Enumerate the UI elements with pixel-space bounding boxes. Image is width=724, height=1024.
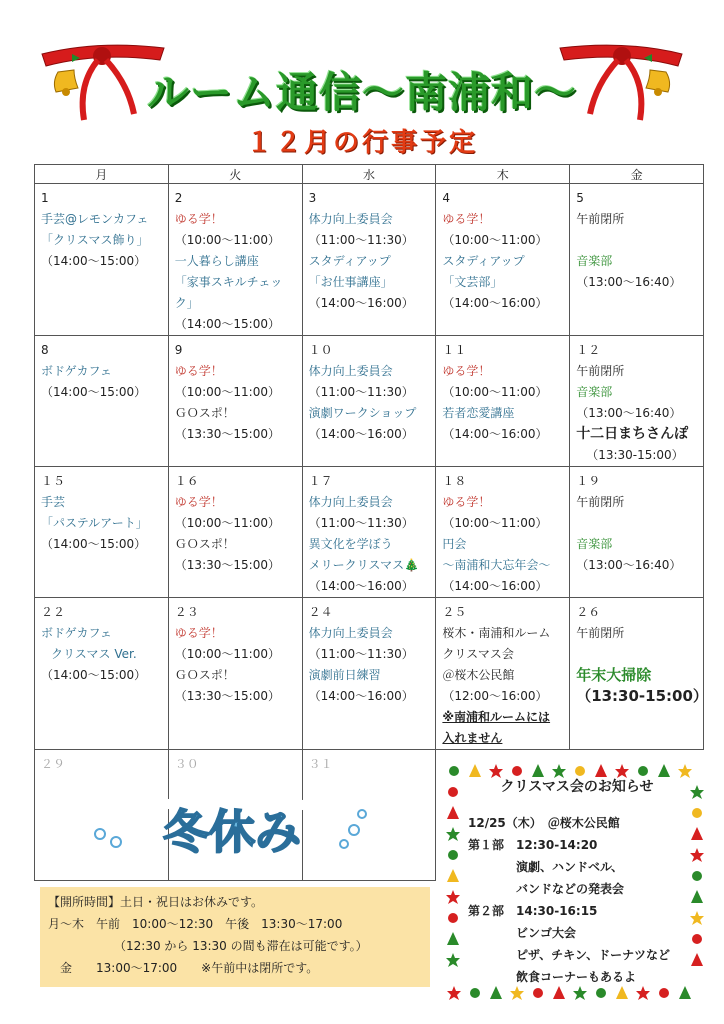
event-text: 「家事スキルチェッ: [174, 275, 283, 289]
weekday-header: 水: [302, 165, 436, 184]
event-text: ゆる学！: [174, 495, 223, 509]
notice-part2: [468, 900, 686, 922]
event-text: ゆる学！: [174, 364, 223, 378]
calendar-day-cell: [302, 467, 436, 598]
day-number: ２４: [308, 605, 333, 619]
event-text: ボドゲカフェ: [41, 626, 112, 640]
event-text: スタディアップ: [308, 254, 391, 268]
event-text: （10:00～11:00）: [174, 385, 280, 399]
calendar-day-cell: [436, 467, 570, 598]
event-text: 一人暮らし講座: [174, 254, 259, 268]
event-text: （11:00～11:30）: [308, 385, 414, 399]
event-text: （11:00～11:30）: [308, 233, 414, 247]
event-text: （13:30-15:00）: [586, 448, 684, 462]
event-text: （14:00～15:00）: [41, 385, 147, 399]
calendar-day-cell: [168, 598, 302, 750]
day-number: １８: [442, 474, 467, 488]
border-ornament: [692, 871, 702, 881]
event-text: （14:00～15:00）: [41, 537, 147, 551]
event-text: 演劇ワークショップ: [308, 406, 417, 420]
border-ornament: [691, 890, 703, 903]
day-number: 3: [308, 191, 317, 205]
notice-date: 12/25（木） ＠桜木公民館: [468, 816, 620, 830]
calendar-day-cell: [302, 184, 436, 336]
day-number: ３０: [174, 757, 199, 771]
calendar-day-cell: [570, 336, 704, 467]
event-text: （14:00～16:00）: [308, 296, 414, 310]
event-text: 若者恋愛講座: [442, 406, 515, 420]
event-text: 桜木・南浦和ルーム: [442, 626, 551, 640]
event-text: ゆる学！: [442, 495, 491, 509]
event-text: 「文芸部」: [442, 275, 503, 289]
hours-line: 月～木 午前 10:00～12:30 午後 13:30～17:00: [48, 917, 343, 931]
day-number: １５: [41, 474, 66, 488]
border-ornament: [470, 988, 480, 998]
calendar-day-cell: [168, 184, 302, 336]
weekday-header: 月: [35, 165, 169, 184]
event-text: （10:00～11:00）: [442, 516, 548, 530]
event-text: 体力向上委員会: [308, 626, 393, 640]
event-text: （14:00～15:00）: [41, 668, 147, 682]
event-text: （11:00～11:30）: [308, 516, 414, 530]
calendar-week-row: [35, 336, 704, 467]
event-text: （14:00～15:00）: [41, 254, 147, 268]
day-number: １１: [442, 343, 467, 357]
border-ornament: [638, 766, 648, 776]
event-text: 年末大掃除: [576, 666, 652, 684]
weekday-header-row: [35, 165, 704, 184]
border-ornament: [449, 766, 459, 776]
day-number: １２: [576, 343, 601, 357]
day-number: 8: [41, 343, 49, 357]
day-number: 4: [442, 191, 451, 205]
event-text: 入れません: [442, 731, 503, 745]
calendar-day-cell: [35, 467, 169, 598]
border-ornament: [690, 911, 704, 925]
event-text: 体力向上委員会: [308, 495, 393, 509]
event-text: ゆる学！: [442, 212, 491, 226]
weekday-header: 金: [570, 165, 704, 184]
day-number: 1: [41, 191, 49, 205]
event-text: （13:00～16:40）: [576, 275, 682, 289]
calendar-day-cell: [436, 598, 570, 750]
hours-line: 【開所時間】土日・祝日はお休みです。: [48, 895, 264, 909]
event-text: （14:00～16:00）: [442, 579, 548, 593]
event-text: [576, 230, 697, 251]
weekday-header: 火: [168, 165, 302, 184]
weekday-header: 木: [436, 165, 570, 184]
part2-desc: ピザ、チキン、ドーナツなど: [516, 948, 670, 962]
part2-desc: ビンゴ大会: [516, 926, 577, 940]
event-text: クリスマス Ver.: [51, 647, 137, 661]
calendar-day-cell: [168, 336, 302, 467]
event-text: ＧＯスポ！: [174, 537, 235, 551]
border-ornament: [446, 827, 460, 841]
opening-hours-box: [40, 887, 430, 987]
calendar-day-cell: [302, 336, 436, 467]
event-text: （13:00～16:40）: [576, 406, 682, 420]
event-text: （14:00～16:00）: [442, 296, 548, 310]
event-text: クリスマス会: [442, 647, 514, 661]
notice-part1: [468, 834, 686, 856]
event-text: ゆる学！: [442, 364, 491, 378]
calendar-day-cell: [168, 467, 302, 598]
border-ornament: [447, 806, 459, 819]
calendar-day-cell: [570, 467, 704, 598]
calendar-week-row: [35, 598, 704, 750]
border-ornament: [448, 787, 458, 797]
event-text: （10:00～11:00）: [442, 233, 548, 247]
part2-label: 第２部: [468, 904, 505, 918]
calendar-day-cell: [436, 184, 570, 336]
event-text: 午前閉所: [576, 364, 625, 378]
day-number: １７: [308, 474, 333, 488]
hours-line: （12:30 から 13:30 の間も滞在は可能です。）: [114, 939, 368, 953]
day-number: ２５: [442, 605, 467, 619]
calendar-day-cell: [35, 598, 169, 750]
page-subtitle: １２月の行事予定: [245, 128, 478, 158]
part1-label: 第１部: [468, 838, 505, 852]
day-number: ３１: [308, 757, 333, 771]
calendar-day-cell: [302, 598, 436, 750]
winter-break-title: [92, 792, 372, 862]
calendar-week-row: [35, 467, 704, 598]
day-number: ２９: [41, 757, 66, 771]
part1-time: 12:30-14:20: [516, 838, 598, 852]
event-text: （14:00～15:00）: [174, 317, 280, 331]
calendar-day-cell: [35, 336, 169, 467]
event-text: ク」: [174, 296, 199, 310]
event-text: メリークリスマス🎄: [308, 558, 420, 572]
page-title: ルーム通信～南浦和～: [146, 68, 577, 117]
border-ornament: [691, 953, 703, 966]
border-ornament: [690, 848, 704, 862]
event-text: （14:00～16:00）: [308, 427, 414, 441]
border-ornament: [446, 953, 460, 967]
border-ornament: [512, 766, 522, 776]
day-number: １０: [308, 343, 333, 357]
day-number: １９: [576, 474, 601, 488]
day-number: １６: [174, 474, 199, 488]
event-text: ゆる学！: [174, 212, 223, 226]
event-text: 「パステルアート」: [41, 516, 148, 530]
event-text: 手芸@レモンカフェ: [41, 212, 149, 226]
day-number: ２３: [174, 605, 199, 619]
day-number: 9: [174, 343, 183, 357]
hours-line: 金 13:00～17:00 ※午前中は閉所です。: [60, 961, 319, 975]
border-ornament: [573, 986, 587, 1000]
event-text: （12:00～16:00）: [442, 689, 548, 703]
border-ornament: [448, 850, 458, 860]
event-text: ※南浦和ルームには: [442, 710, 551, 724]
day-number: 5: [576, 191, 584, 205]
event-text: ボドゲカフェ: [41, 364, 112, 378]
border-ornament: [446, 890, 460, 904]
event-text: [576, 644, 697, 665]
border-ornament: [575, 766, 585, 776]
part2-time: 14:30-16:15: [516, 904, 598, 918]
event-text: （13:00～16:40）: [576, 558, 682, 572]
event-text: （13:30-15:00）: [576, 687, 708, 705]
event-text: （10:00～11:00）: [174, 647, 280, 661]
event-text: ～南浦和大忘年会～: [442, 558, 551, 572]
event-text: 「クリスマス飾り」: [41, 233, 149, 247]
event-text: 演劇前日練習: [308, 668, 381, 682]
event-text: （10:00～11:00）: [442, 385, 548, 399]
event-text: 体力向上委員会: [308, 364, 393, 378]
day-number: ２２: [41, 605, 66, 619]
part2-desc: 飲食コーナーもあるよ: [516, 970, 637, 984]
border-ornament: [596, 988, 606, 998]
calendar-day-cell: [35, 184, 169, 336]
event-text: （11:00～11:30）: [308, 647, 414, 661]
event-text: ゆる学！: [174, 626, 223, 640]
border-ornament: [510, 986, 524, 1000]
calendar-day-cell: [436, 336, 570, 467]
event-text: [576, 513, 697, 534]
border-ornament: [659, 988, 669, 998]
border-ornament: [447, 932, 459, 945]
border-ornament: [447, 986, 461, 1000]
event-text: 円会: [442, 537, 467, 551]
calendar-week-row: [35, 184, 704, 336]
event-text: 音楽部: [576, 254, 613, 268]
border-ornament: [691, 827, 703, 840]
event-text: 体力向上委員会: [308, 212, 393, 226]
event-text: 午前閉所: [576, 212, 625, 226]
border-ornament: [448, 913, 458, 923]
border-ornament: [447, 869, 459, 882]
event-text: （13:30～15:00）: [174, 558, 280, 572]
event-text: 異文化を学ぼう: [308, 537, 393, 551]
border-ornament: [690, 785, 704, 799]
event-text: ＠桜木公民館: [442, 668, 515, 682]
event-text: （14:00～16:00）: [308, 689, 414, 703]
event-text: 音楽部: [576, 385, 613, 399]
event-text: 午前閉所: [576, 626, 625, 640]
christmas-party-notice: [444, 762, 706, 1002]
border-ornament: [533, 988, 543, 998]
event-text: （10:00～11:00）: [174, 516, 280, 530]
calendar-day-cell: [570, 598, 708, 750]
border-ornament: [692, 808, 702, 818]
event-text: スタディアップ: [442, 254, 525, 268]
border-ornament: [692, 934, 702, 944]
part1-desc: 演劇、ハンドベル、: [516, 860, 624, 874]
event-text: 十二日まちさんぽ: [576, 426, 689, 442]
event-text: （13:30～15:00）: [174, 427, 280, 441]
event-text: （10:00～11:00）: [174, 233, 280, 247]
calendar-day-cell: [570, 184, 704, 336]
event-text: （14:00～16:00）: [308, 579, 414, 593]
event-text: 「お仕事講座」: [308, 275, 393, 289]
event-text: 手芸: [41, 495, 66, 509]
event-text: ＧＯスポ！: [174, 668, 235, 682]
part1-desc: バンドなどの発表会: [516, 882, 625, 896]
day-number: ２６: [576, 605, 601, 619]
event-text: ＧＯスポ！: [174, 406, 235, 420]
event-text: 音楽部: [576, 537, 613, 551]
day-number: 2: [174, 191, 183, 205]
notice-title: クリスマス会のお知らせ: [500, 779, 654, 795]
event-text: （14:00～16:00）: [442, 427, 548, 441]
winter-break-text: 冬休み: [163, 805, 301, 859]
event-text: （13:30～15:00）: [174, 689, 280, 703]
border-ornament: [636, 986, 650, 1000]
event-text: 午前閉所: [576, 495, 625, 509]
